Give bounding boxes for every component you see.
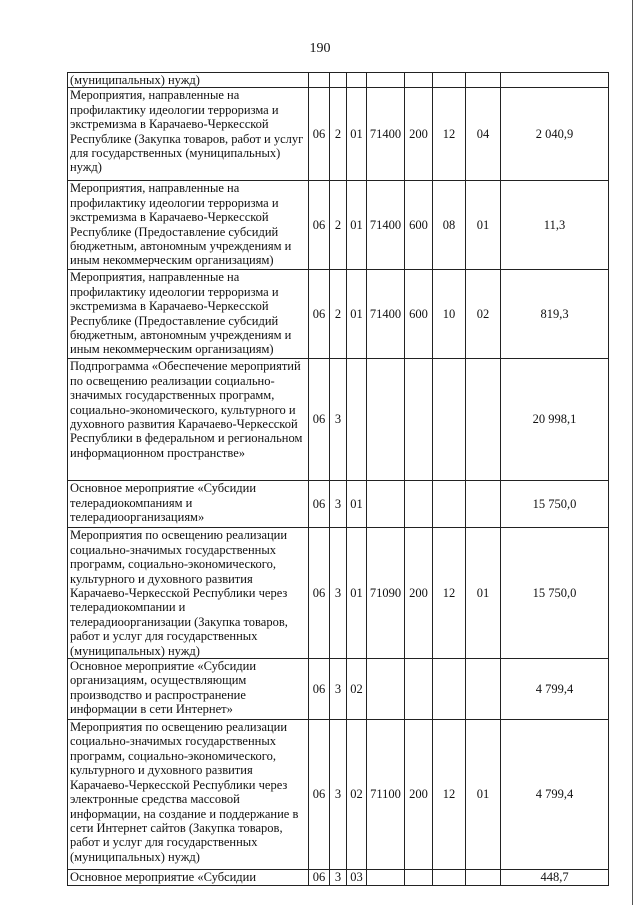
subprogram-code: 02: [347, 720, 367, 870]
row-description: Подпрограмма «Обеспечение мероприятий по освещению реализации социально-значимых государственных программ, социально-экономического, культурного и духовного развития Карачаево-Черкесской Республики в федеральном и региональном информационном пространстве»: [68, 359, 309, 481]
subsection-code: [466, 870, 501, 886]
direction-code: 71090: [367, 528, 405, 659]
expense-type-code: 600: [405, 181, 433, 270]
section-code: [433, 359, 466, 481]
row-description: Мероприятия по освещению реализации социально-значимых государственных программ, социально-экономического, культурного и духовного развития Карачаево-Черкесской Республики через телерадиокомпании и телерадиоорганизации (Закупка товаров, работ и услуг для государственных (муниципальных) нужд): [68, 528, 309, 659]
section-code: 08: [433, 181, 466, 270]
direction-code: 71400: [367, 88, 405, 181]
subsection-code: [466, 659, 501, 720]
expense-type-code: 200: [405, 528, 433, 659]
subprogram-code: 01: [347, 528, 367, 659]
ministry-code: 06: [309, 270, 330, 359]
program-code: 2: [330, 88, 347, 181]
program-code: 3: [330, 720, 347, 870]
table-row: [68, 73, 609, 88]
row-description: Основное мероприятие «Субсидии организациям, осуществляющим производство и распространение информации в сети Интернет»: [68, 659, 309, 720]
subsection-code: 01: [466, 528, 501, 659]
direction-code: [367, 870, 405, 886]
subsection-code: [466, 73, 501, 88]
ministry-code: 06: [309, 528, 330, 659]
table-row: [68, 359, 609, 481]
subsection-code: 04: [466, 88, 501, 181]
expense-type-code: 600: [405, 270, 433, 359]
ministry-code: 06: [309, 659, 330, 720]
program-code: 3: [330, 528, 347, 659]
expense-type-code: 200: [405, 720, 433, 870]
amount: 4 799,4: [501, 720, 609, 870]
subprogram-code: [347, 73, 367, 88]
ministry-code: 06: [309, 88, 330, 181]
row-description: Мероприятия, направленные на профилактику идеологии терроризма и экстремизма в Карачаево-Черкесской Республике (Предоставление субсидий бюджетным, автономным учреждениям и иным некоммерческим организациям): [68, 270, 309, 359]
program-code: [330, 73, 347, 88]
direction-code: 71400: [367, 181, 405, 270]
expense-type-code: [405, 73, 433, 88]
expense-type-code: [405, 870, 433, 886]
subsection-code: [466, 359, 501, 481]
subsection-code: 01: [466, 720, 501, 870]
subprogram-code: 01: [347, 88, 367, 181]
subprogram-code: 01: [347, 181, 367, 270]
budget-table: [67, 72, 609, 886]
ministry-code: 06: [309, 359, 330, 481]
section-code: 12: [433, 88, 466, 181]
table-row: [68, 481, 609, 528]
section-code: [433, 659, 466, 720]
subsection-code: 02: [466, 270, 501, 359]
ministry-code: 06: [309, 481, 330, 528]
section-code: 12: [433, 528, 466, 659]
table-row: [68, 270, 609, 359]
amount: 11,3: [501, 181, 609, 270]
program-code: 2: [330, 270, 347, 359]
amount: 15 750,0: [501, 528, 609, 659]
table-row: [68, 528, 609, 659]
amount: 20 998,1: [501, 359, 609, 481]
row-description: Основное мероприятие «Субсидии телерадиокомпаниям и телерадиоорганизациям»: [68, 481, 309, 528]
row-description: Основное мероприятие «Субсидии: [68, 870, 309, 886]
table-row: [68, 181, 609, 270]
ministry-code: 06: [309, 870, 330, 886]
program-code: 3: [330, 359, 347, 481]
subsection-code: [466, 481, 501, 528]
subprogram-code: 01: [347, 481, 367, 528]
section-code: 12: [433, 720, 466, 870]
expense-type-code: [405, 659, 433, 720]
scan-edge-line: [632, 0, 633, 905]
table-row: [68, 659, 609, 720]
program-code: 3: [330, 870, 347, 886]
table-row: [68, 88, 609, 181]
subprogram-code: [347, 359, 367, 481]
table-row: [68, 870, 609, 886]
program-code: 3: [330, 659, 347, 720]
ministry-code: 06: [309, 181, 330, 270]
section-code: 10: [433, 270, 466, 359]
direction-code: [367, 73, 405, 88]
page-number: 190: [309, 41, 331, 56]
amount: [501, 73, 609, 88]
ministry-code: 06: [309, 720, 330, 870]
section-code: [433, 73, 466, 88]
direction-code: 71400: [367, 270, 405, 359]
table-row: [68, 720, 609, 870]
subprogram-code: 02: [347, 659, 367, 720]
program-code: 2: [330, 181, 347, 270]
amount: 15 750,0: [501, 481, 609, 528]
subprogram-code: 03: [347, 870, 367, 886]
amount: 2 040,9: [501, 88, 609, 181]
direction-code: 71100: [367, 720, 405, 870]
section-code: [433, 481, 466, 528]
amount: 448,7: [501, 870, 609, 886]
expense-type-code: [405, 359, 433, 481]
row-description: (муниципальных) нужд): [68, 73, 309, 88]
direction-code: [367, 659, 405, 720]
section-code: [433, 870, 466, 886]
row-description: Мероприятия по освещению реализации социально-значимых государственных программ, социально-экономического, культурного и духовного развития Карачаево-Черкесской Республики через электронные средства массовой информации, на создание и поддержание в сети Интернет сайтов (Закупка товаров, работ и услуг для государственных (муниципальных) нужд): [68, 720, 309, 870]
expense-type-code: 200: [405, 88, 433, 181]
direction-code: [367, 359, 405, 481]
program-code: 3: [330, 481, 347, 528]
amount: 4 799,4: [501, 659, 609, 720]
subprogram-code: 01: [347, 270, 367, 359]
direction-code: [367, 481, 405, 528]
ministry-code: [309, 73, 330, 88]
expense-type-code: [405, 481, 433, 528]
amount: 819,3: [501, 270, 609, 359]
row-description: Мероприятия, направленные на профилактику идеологии терроризма и экстремизма в Карачаево-Черкесской Республике (Предоставление субсидий бюджетным, автономным учреждениям и иным некоммерческим организациям): [68, 181, 309, 270]
subsection-code: 01: [466, 181, 501, 270]
row-description: Мероприятия, направленные на профилактику идеологии терроризма и экстремизма в Карачаево-Черкесской Республике (Закупка товаров, работ и услуг для государственных (муниципальных) нужд): [68, 88, 309, 181]
